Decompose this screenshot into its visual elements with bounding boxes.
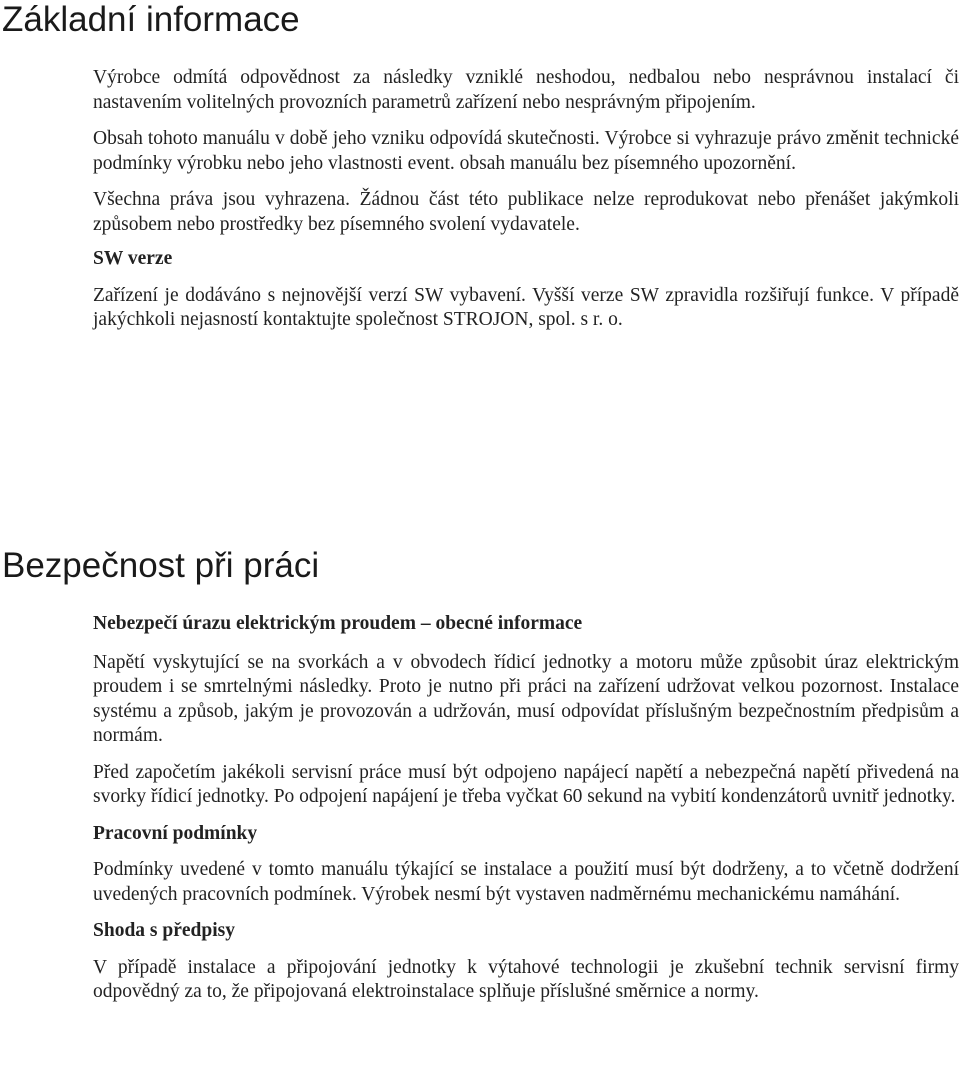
paragraph-liability: Výrobce odmítá odpovědnost za následky vzniklé neshodou, nedbalou nebo nesprávnou instalací či nastavením volitelných provozních parametrů zařízení nebo nesprávným připojením. xyxy=(93,67,959,113)
section-title-basic-info: Základní informace xyxy=(2,0,300,39)
paragraph-service-disconnect: Před započetím jakékoli servisní práce musí být odpojeno napájecí napětí a nebezpečná napětí přivedená na svorky řídicí jednotky. Po odpojení napájení je třeba vyčkat 60 sekund na vybití kondenzátorů uvnitř jednotky. xyxy=(93,761,959,807)
section-basic-info xyxy=(93,66,959,333)
subheading-sw-version: SW verze xyxy=(93,248,173,269)
subheading-electric-shock: Nebezpečí úrazu elektrickým proudem – obecné informace xyxy=(93,613,583,634)
section-title-safety: Bezpečnost při práci xyxy=(2,546,320,585)
subheading-working-conditions: Pracovní podmínky xyxy=(93,822,258,844)
paragraph-sw-version: Zařízení je dodáváno s nejnovější verzí SW vybavení. Vyšší verze SW zpravidla rozšiřují funkce. V případě jakýchkoli nejasností kontaktujte společnost STROJON, spol. s r. o. xyxy=(93,284,959,330)
paragraph-working-conditions: Podmínky uvedené v tomto manuálu týkající se instalace a použití musí být dodrženy, a to včetně dodržení uvedených pracovních podmínek. Výrobek nesmí být vystaven nadměrnému mechanickému namáhání. xyxy=(93,859,959,905)
paragraph-rights: Všechna práva jsou vyhrazena. Žádnou část této publikace nelze reprodukovat nebo přenášet jakýmkoli způsobem nebo prostředky bez písemného svolení vydavatele. xyxy=(93,189,959,235)
section-safety xyxy=(93,612,959,1005)
subheading-compliance: Shoda s předpisy xyxy=(93,920,235,941)
paragraph-voltage-danger: Napětí vyskytující se na svorkách a v obvodech řídicí jednotky a motoru může způsobit úraz elektrickým proudem i se smrtelnými následky. Proto je nutno při práci na zařízení udržovat velkou pozornost. Instalace systému a způsob, jakým je provozován a udržován, musí odpovídat příslušným bezpečnostním předpisům a normám. xyxy=(93,651,959,746)
paragraph-manual-content: Obsah tohoto manuálu v době jeho vzniku odpovídá skutečnosti. Výrobce si vyhrazuje právo změnit technické podmínky výrobku nebo jeho vlastnosti event. obsah manuálu bez písemného upozornění. xyxy=(93,128,959,174)
paragraph-compliance: V případě instalace a připojování jednotky k výtahové technologii je zkušební technik servisní firmy odpovědný za to, že připojovaná elektroinstalace splňuje příslušné směrnice a normy. xyxy=(93,956,959,1002)
